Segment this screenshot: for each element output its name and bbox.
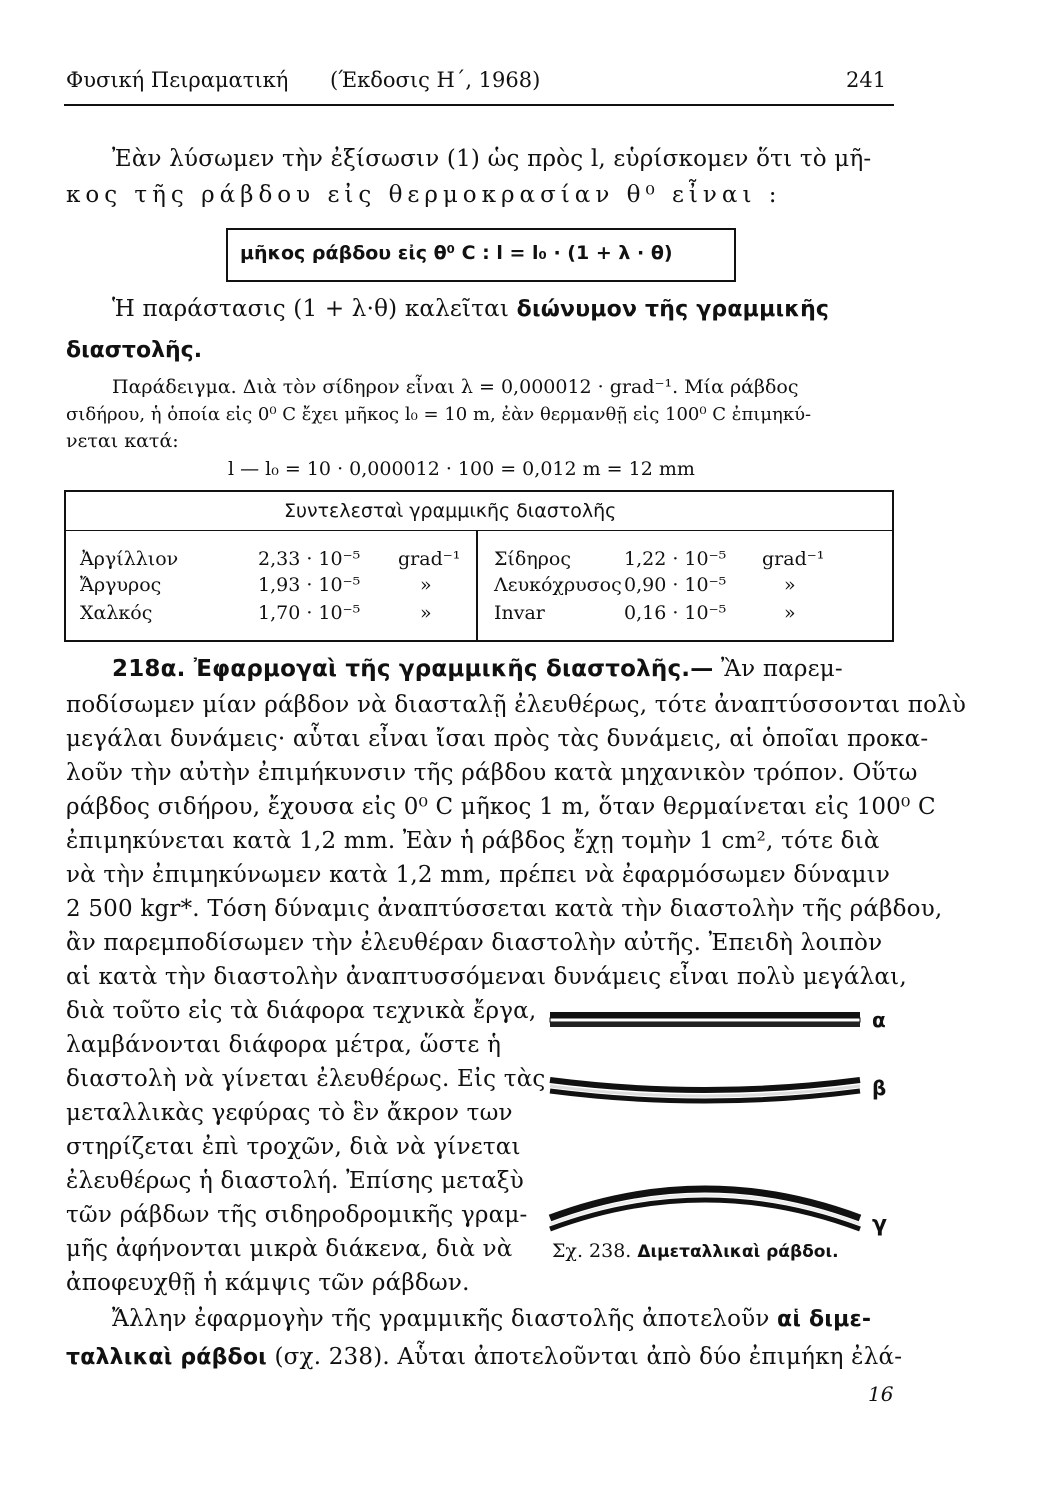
closing-bold-2: ταλλικαὶ ράβδοι xyxy=(66,1345,267,1370)
section-line-7: 2 500 kgr*. Τόση δύναμις ἀναπτύσσεται κατὰ τὴν διαστολὴν τῆς ράβδου, xyxy=(66,896,943,922)
signature-mark: 16 xyxy=(868,1382,894,1406)
example-line-1: Παράδειγμα. Διὰ τὸν σίδηρον εἶναι λ = 0,000012 · grad⁻¹. Μία ράβδος xyxy=(112,376,799,398)
coef-right-value-1: 1,22 · 10⁻⁵ xyxy=(624,548,727,570)
binomial-text: Ἡ παράστασις (1 + λ·θ) καλεῖται xyxy=(112,296,510,322)
figure-caption-prefix: Σχ. 238. xyxy=(552,1240,632,1262)
closing-bold-1: αἱ διμε- xyxy=(777,1307,872,1332)
narrow-line-7: τῶν ράβδων τῆς σιδηροδρομικῆς γραμ- xyxy=(66,1202,528,1228)
intro-line-1: Ἐὰν λύσωμεν τὴν ἐξίσωσιν (1) ὡς πρὸς l, εὑρίσκομεν ὅτι τὸ μῆ- xyxy=(112,146,872,172)
strip-c xyxy=(550,1189,860,1229)
coef-right-unit-3: » xyxy=(784,602,796,624)
example-line-3: νεται κατά: xyxy=(66,430,179,452)
narrow-line-6: ἐλευθέρως ἡ διαστολή. Ἐπίσης μεταξὺ xyxy=(66,1168,524,1194)
section-line-5: ἐπιμηκύνεται κατὰ 1,2 mm. Ἐὰν ἡ ράβδος ἔχῃ τομὴν 1 cm², τότε διὰ xyxy=(66,828,880,854)
formula-text: μῆκος ράβδου εἰς θ⁰ C : l = l₀ · (1 + λ · θ) xyxy=(240,242,673,264)
coef-table-column-rule xyxy=(476,531,478,640)
coef-left-value-2: 1,93 · 10⁻⁵ xyxy=(258,574,361,596)
strip-b xyxy=(550,1080,860,1101)
closing-text-1: Ἄλλην ἐφαρμογὴν τῆς γραμμικῆς διαστολῆς ἀποτελοῦν xyxy=(112,1306,770,1332)
figure-label-a: α xyxy=(872,1008,886,1032)
coef-right-material-2: Λευκόχρυσος xyxy=(494,574,622,596)
coef-left-value-1: 2,33 · 10⁻⁵ xyxy=(258,548,361,570)
section-heading-line xyxy=(112,656,843,682)
section-line-3: λοῦν τὴν αὐτὴν ἐπιμήκυνσιν τῆς ράβδου κατὰ μηχανικὸν τρόπον. Οὕτω xyxy=(66,760,918,786)
coef-right-material-3: Invar xyxy=(494,602,545,624)
figure-caption-title: Διμεταλλικαὶ ράβδοι. xyxy=(637,1242,839,1262)
narrow-line-3: διαστολὴ νὰ γίνεται ἐλευθέρως. Εἰς τὰς xyxy=(66,1066,546,1092)
binomial-term: διώνυμον τῆς γραμμικῆς xyxy=(516,297,830,322)
section-line-8: ἂν παρεμποδίσωμεν τὴν ἐλευθέραν διαστολὴν αὐτῆς. Ἐπειδὴ λοιπὸν xyxy=(66,930,883,956)
narrow-line-4: μεταλλικὰς γεφύρας τὸ ἓν ἄκρον των xyxy=(66,1100,513,1126)
header-rule xyxy=(64,104,894,106)
coef-right-value-2: 0,90 · 10⁻⁵ xyxy=(624,574,727,596)
narrow-line-2: λαμβάνονται διάφορα μέτρα, ὥστε ἡ xyxy=(66,1032,502,1058)
coef-table-title: Συντελεσταὶ γραμμικῆς διαστολῆς xyxy=(284,500,617,522)
bimetal-figure xyxy=(540,1000,870,1260)
coef-left-material-1: Ἀργίλλιον xyxy=(80,548,179,570)
figure-label-c: γ xyxy=(872,1212,887,1237)
binomial-line-2: διαστολῆς. xyxy=(66,338,203,363)
narrow-line-1: διὰ τοῦτο εἰς τὰ διάφορα τεχνικὰ ἔργα, xyxy=(66,998,537,1024)
closing-line-1 xyxy=(112,1306,871,1332)
intro-line-2: κος τῆς ράβδου εἰς θερμοκρασίαν θ⁰ εἶναι : xyxy=(66,182,782,208)
coef-left-unit-3: » xyxy=(420,602,432,624)
closing-text-2: (σχ. 238). Αὗται ἀποτελοῦνται ἀπὸ δύο ἐπιμήκη ἐλά- xyxy=(274,1344,903,1370)
section-heading: 218α. Ἐφαρμογαὶ τῆς γραμμικῆς διαστολῆς.— xyxy=(112,656,714,682)
edition-note: (Έκδοσις Η΄, 1968) xyxy=(330,68,541,92)
section-line-9: αἱ κατὰ τὴν διαστολὴν ἀναπτυσσόμεναι δυνάμεις εἶναι πολὺ μεγάλαι, xyxy=(66,964,907,990)
coef-right-unit-1: grad⁻¹ xyxy=(762,548,825,570)
running-title: Φυσική Πειραματική xyxy=(66,68,289,92)
narrow-line-9: ἀποφευχθῇ ἡ κάμψις τῶν ράβδων. xyxy=(66,1270,470,1296)
closing-line-2 xyxy=(66,1344,902,1370)
example-equation: l — l₀ = 10 · 0,000012 · 100 = 0,012 m = 12 mm xyxy=(228,458,695,480)
coef-left-material-3: Χαλκός xyxy=(80,602,153,624)
coef-left-unit-2: » xyxy=(420,574,432,596)
section-line-4: ράβδος σιδήρου, ἔχουσα εἰς 0⁰ C μῆκος 1 m, ὅταν θερμαίνεται εἰς 100⁰ C xyxy=(66,794,936,820)
section-line-1: ποδίσωμεν μίαν ράβδον νὰ διασταλῇ ἐλευθέρως, τότε ἀναπτύσσονται πολὺ xyxy=(66,692,967,718)
section-heading-rest: Ἂν παρεμ- xyxy=(720,656,843,682)
coef-left-material-2: Ἄργυρος xyxy=(80,574,162,596)
coef-right-value-3: 0,16 · 10⁻⁵ xyxy=(624,602,727,624)
coef-right-unit-2: » xyxy=(784,574,796,596)
coef-left-unit-1: grad⁻¹ xyxy=(398,548,461,570)
figure-label-b: β xyxy=(872,1076,887,1100)
strip-a xyxy=(550,1012,860,1027)
coef-right-material-1: Σίδηρος xyxy=(494,548,571,570)
figure-caption xyxy=(552,1240,839,1262)
section-line-2: μεγάλαι δυνάμεις· αὗται εἶναι ἴσαι πρὸς τὰς δυνάμεις, αἱ ὁποῖαι προκα- xyxy=(66,726,929,752)
example-line-2: σιδήρου, ἡ ὁποία εἰς 0⁰ C ἔχει μῆκος l₀ = 10 m, ἐὰν θερμανθῇ εἰς 100⁰ C ἐπιμηκύ- xyxy=(66,404,812,425)
coef-left-value-3: 1,70 · 10⁻⁵ xyxy=(258,602,361,624)
binomial-line-1 xyxy=(112,296,829,322)
page-number: 241 xyxy=(846,68,887,92)
coef-table-header-rule xyxy=(66,530,892,531)
narrow-line-5: στηρίζεται ἐπὶ τροχῶν, διὰ νὰ γίνεται xyxy=(66,1134,521,1160)
narrow-line-8: μῆς ἀφήνονται μικρὰ διάκενα, διὰ νὰ xyxy=(66,1236,513,1262)
section-line-6: νὰ τὴν ἐπιμηκύνωμεν κατὰ 1,2 mm, πρέπει νὰ ἐφαρμόσωμεν δύναμιν xyxy=(66,862,891,888)
